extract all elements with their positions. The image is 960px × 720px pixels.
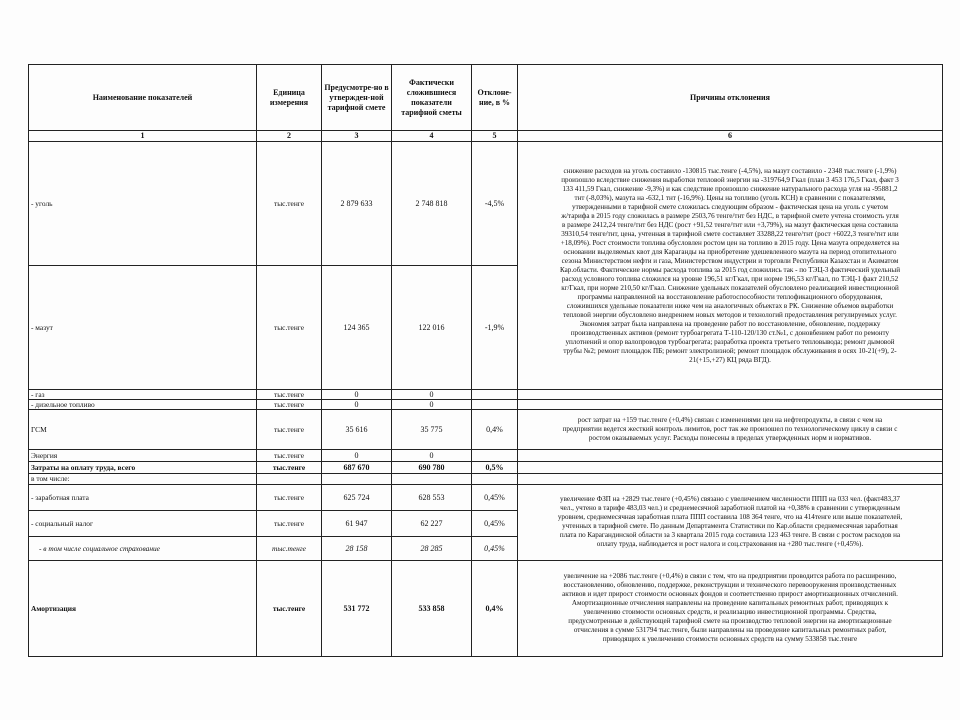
reason-empty xyxy=(518,390,943,400)
row-unit: тыс.тенге xyxy=(257,410,322,450)
row-deviation: 0,45% xyxy=(472,484,518,510)
row-fact: 0 xyxy=(392,400,472,410)
row-plan: 625 724 xyxy=(322,484,392,510)
row-deviation: 0,4% xyxy=(472,560,518,656)
reason-line: увеличение ФЗП на +2829 тыс.тенге (+0,45%) связано с увеличением численности ППП на 033 чел. (факт483,37 xyxy=(560,495,900,504)
reason-line: сезона Министерством нефти и газа, Министерством индустрии и торговли Республики Казахстан и Акиматом xyxy=(561,256,899,265)
reason-line: в размере 2412,24 тенге/тнт без НДС (рост +91,52 тенге/тнт или +3,79%), на мазут фактическая цена составила xyxy=(561,220,899,229)
row-name: в том числе: xyxy=(29,474,257,484)
table-row xyxy=(29,400,943,410)
row-plan: 2 879 633 xyxy=(322,142,392,266)
row-name: - уголь xyxy=(29,142,257,266)
row-deviation xyxy=(472,450,518,462)
header-unit: Единица измерения xyxy=(257,65,322,131)
column-number-row xyxy=(29,131,943,142)
row-fact: 28 285 xyxy=(392,536,472,560)
column-number: 4 xyxy=(392,131,472,142)
reason-line: учтенных в тарифной смете. По данным Департамента Статистики по Кар.области среднемесячная заработная xyxy=(562,522,898,531)
reason-line: основании выделяемых квот для Караганды на приобретение удешевленного мазута на период отопительного xyxy=(563,247,897,256)
row-name: ГСМ xyxy=(29,410,257,450)
table-row xyxy=(29,560,943,656)
reason-line: Кар.области. Фактические нормы расхода топлива за 2015 год сложились так - по ТЭЦ-3 фактический удельный xyxy=(559,265,900,274)
row-name: Амортизация xyxy=(29,560,257,656)
row-unit: тыс.тенге xyxy=(257,536,322,560)
reason-empty xyxy=(518,400,943,410)
reason-empty xyxy=(518,462,943,474)
column-number: 1 xyxy=(29,131,257,142)
row-plan: 0 xyxy=(322,450,392,462)
row-unit: тыс.тенге xyxy=(257,560,322,656)
reason-line: ростом оказываемых услуг. Расходы понесены в пределах утвержденных норм и нормативов. xyxy=(588,434,872,443)
reason-line: утвержденными в тарифной смете сложилась следующим образом - фактическая цена на уголь с учетом xyxy=(572,202,888,211)
reason-line: отчисления в сумме 531794 тыс.тенге, были направлены на проведение капитальных ремонтных работ, xyxy=(573,626,887,635)
reason-line: тнт (-8,03%), мазута на -632,1 тнт (-16,9%). Цены на топливо (уголь КСН) в сравнении с показателями, xyxy=(574,193,886,202)
row-plan: 35 616 xyxy=(322,410,392,450)
row-unit: тыс.тенге xyxy=(257,400,322,410)
row-unit: тыс.тенге xyxy=(257,266,322,390)
reason-line: расход условного топлива сложился на уровне 196,51 кг/Гкал, при норме 196,53 кг/Гкал, по ТЭЦ-1 факт 210,52 xyxy=(561,274,899,283)
row-deviation xyxy=(472,390,518,400)
reason-line: 133 411,59 Гкал, снижение -9,3%) и как следствие произошло снижение натурального расхода угля на -95881,2 xyxy=(562,184,898,193)
row-name: Энергия xyxy=(29,450,257,462)
reason-line: +18,09%). Рост стоимости топлива обусловлен ростом цен на топливо в 2015 году. Цена мазута определяется на xyxy=(560,238,900,247)
row-fact: 0 xyxy=(392,390,472,400)
row-fact xyxy=(392,474,472,484)
row-name: - в том числе социальное страхование xyxy=(29,536,257,560)
reason-gsm xyxy=(518,410,943,450)
row-fact: 122 016 xyxy=(392,266,472,390)
table-row xyxy=(29,142,943,266)
reason-line: увеличению стоимости основных средств, и реализацию инвестиционной программы. Средства, xyxy=(583,608,877,617)
reason-line: программы направленной на восстановление работоспособности теплофикационного оборудования, xyxy=(577,292,883,301)
row-fact: 35 775 xyxy=(392,410,472,450)
reason-empty xyxy=(518,450,943,462)
row-name: - социальный налог xyxy=(29,510,257,536)
column-number: 3 xyxy=(322,131,392,142)
reason-line: производственных активов (ремонт турбоагрегата Т-110-120/130 ст.№1, с доновбением работ по ремонту xyxy=(570,328,890,337)
table-row xyxy=(29,462,943,474)
row-plan xyxy=(322,474,392,484)
reason-line: снижение расходов на уголь составило -130815 тыс.тенге (-4,5%), на мазут составило - 2348 тыс.тенге (-1,9%) xyxy=(563,166,897,175)
row-fact: 2 748 818 xyxy=(392,142,472,266)
row-deviation: 0,5% xyxy=(472,462,518,474)
table-row xyxy=(29,484,943,510)
reason-empty xyxy=(518,474,943,484)
reason-line: тепловой энергии обусловлено внедрением новых методов и технологий предоставления регулируемых услуг. xyxy=(563,310,897,319)
reason-line: Амортизационные отчисления направлены на проведение капитальных ремонтных работ, приводящих к xyxy=(571,599,889,608)
reason-line: плата по Карагандинской области за 3 квартала 2015 года составила 123 463 тенге. В связи с ростом расходов на xyxy=(559,531,901,540)
row-name: - дизельное топливо xyxy=(29,400,257,410)
table-row xyxy=(29,390,943,400)
reason-line: произошло вследствие снижения выработки тепловой энергии на -319764,9 Гкал (план 3 453 176,5 Гкал, факт 3 xyxy=(561,175,899,184)
header-fact: Фактически сложившиеся показатели тарифной сметы xyxy=(392,65,472,131)
row-plan: 687 670 xyxy=(322,462,392,474)
row-deviation: -4,5% xyxy=(472,142,518,266)
reason-line: восстановлению, обновлению, поддержке, реконструкции и технического перевооружения производственных xyxy=(563,581,897,590)
reason-line: уровнем, среднемесячная заработная плата ППП составила 108 364 тенге, что на 414тенге или выше показателей, xyxy=(557,513,903,522)
reason-line: 39310,54 тенге/тнт, цена, учтенная в тарифной смете составляет 33288,22 тенге/тнт (рост +6022,3 тенге/тнт или xyxy=(561,229,899,238)
row-fact: 690 780 xyxy=(392,462,472,474)
reason-labor xyxy=(518,484,943,560)
row-plan: 124 365 xyxy=(322,266,392,390)
row-unit xyxy=(257,474,322,484)
header-deviation: Отклоне-ние, в % xyxy=(472,65,518,131)
row-unit: тыс.тенге xyxy=(257,450,322,462)
header-row xyxy=(29,65,943,131)
reason-line: трубы №2; ремонт площадок ПБ; ремонт электролизной; ремонт площадок обслуживания в осях 10-21(+9), 2- xyxy=(563,346,897,355)
reason-line: ж/тарифа в 2015 году сложилась в размере 2503,76 тенге/тнт без НДС, в тарифной смете учтена стоимость угля xyxy=(561,211,899,220)
reason-line: кг/Гкал, при норме 210,50 кг/Гкал. Снижение удельных показателей обусловлено реализацией инвестиционной xyxy=(561,283,899,292)
row-deviation xyxy=(472,474,518,484)
reason-line: 21(+15,+27) КЦ ряда ВГД). xyxy=(689,355,771,364)
row-name: - заработная плата xyxy=(29,484,257,510)
row-unit: тыс.тенге xyxy=(257,142,322,266)
reason-line: увеличение на +2086 тыс.тенге (+0,4%) в связи с тем, что на предприятии проводится работа по расширению, xyxy=(563,572,897,581)
header-plan: Предусмотре-но в утвержден-ной тарифной смете xyxy=(322,65,392,131)
row-unit: тыс.тенге xyxy=(257,390,322,400)
reason-fuel xyxy=(518,142,943,390)
reason-line: рост затрат на +159 тыс.тенге (+0,4%) связан с изменениями цен на нефтепродукты, в связи с чем на xyxy=(577,416,883,425)
row-deviation: 0,45% xyxy=(472,536,518,560)
reason-line: Экономия затрат была направлена на проведение работ по восстановление, обновление, поддержку xyxy=(579,319,881,328)
table-row xyxy=(29,410,943,450)
reason-line: оплату труда, наблюдается и рост налога и соц.страхования на +280 тыс.тенге (+0,45%). xyxy=(596,540,864,549)
table-row xyxy=(29,474,943,484)
reason-line: чел., учтено в тарифе 483,03 чел.) и среднемесячной заработной платой на +0,38% в сравнении с утвержденным xyxy=(560,504,900,513)
row-deviation xyxy=(472,400,518,410)
column-number: 5 xyxy=(472,131,518,142)
row-fact: 533 858 xyxy=(392,560,472,656)
reason-line: приводящих к увеличению стоимости основных средств на сумму 533858 тыс.тенге xyxy=(602,635,858,644)
row-plan: 28 158 xyxy=(322,536,392,560)
row-deviation: 0,45% xyxy=(472,510,518,536)
row-fact: 628 553 xyxy=(392,484,472,510)
deviation-table xyxy=(28,64,943,657)
row-unit: тыс.тенге xyxy=(257,484,322,510)
reason-line: предусмотренные в действующей тарифной смете на производство тепловой энергии на амортизационные xyxy=(568,617,892,626)
reason-line: уплотнений и опор валопроводов турбоагрегата; разработка проекта третьего тепловывода; ремонт дымовой xyxy=(565,337,895,346)
row-plan: 61 947 xyxy=(322,510,392,536)
row-fact: 0 xyxy=(392,450,472,462)
row-deviation: -1,9% xyxy=(472,266,518,390)
row-plan: 531 772 xyxy=(322,560,392,656)
column-number: 6 xyxy=(518,131,943,142)
row-unit: тыс.тенге xyxy=(257,462,322,474)
row-name: - мазут xyxy=(29,266,257,390)
table-row xyxy=(29,450,943,462)
reason-line: активов и идет прирост стоимости основных фондов и соответственно прирост амортизационных отчислений. xyxy=(562,590,898,599)
header-reasons: Причины отклонения xyxy=(518,65,943,131)
row-plan: 0 xyxy=(322,400,392,410)
reason-line: сложившихся удельные показатели ниже чем на аналогичных объектах в РК. Снижение объемов выработки xyxy=(566,301,894,310)
row-deviation: 0,4% xyxy=(472,410,518,450)
column-number: 2 xyxy=(257,131,322,142)
row-name: - газ xyxy=(29,390,257,400)
reason-line: предприятии ведется жесткий контроль лимитов, рост так же произошел по технологическому циклу в связи с xyxy=(562,425,898,434)
reason-amortization xyxy=(518,560,943,656)
row-unit: тыс.тенге xyxy=(257,510,322,536)
row-name: Затраты на оплату труда, всего xyxy=(29,462,257,474)
row-plan: 0 xyxy=(322,390,392,400)
row-fact: 62 227 xyxy=(392,510,472,536)
header-name: Наименование показателей xyxy=(29,65,257,131)
